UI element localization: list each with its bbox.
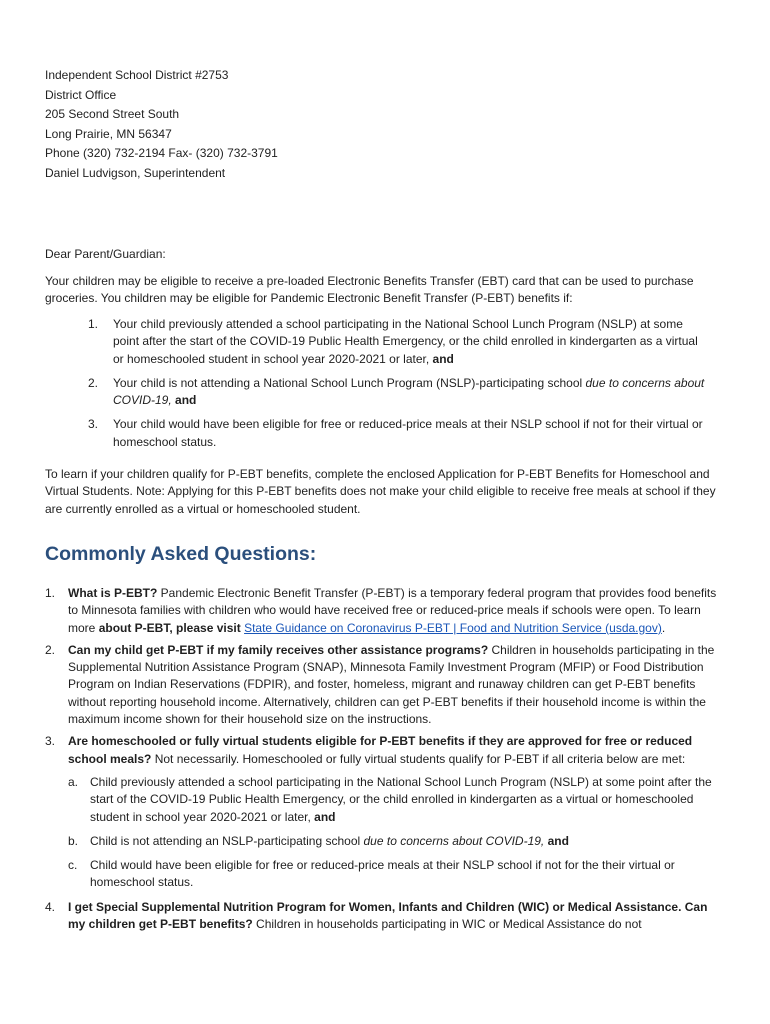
sub-letter: a.: [68, 774, 79, 789]
faq-question: I get Special Supplemental Nutrition Program for Women, Infants and Children (WIC) or Medical Assistance. Can my children get P-EBT benefits?: [68, 899, 708, 932]
list-number: 4.: [45, 899, 56, 914]
faq-answer: Children in households participating in the Supplemental Nutrition Assistance Program (SNAP), Minnesota Family Investment Program (MFIP) or Food Distribution Program on Indian Reservations (FDPIR), and foster, homeless, migrant and runaway children can get P-EBT benefits without reporting household income. Alternatively, children can get P-EBT benefits if their household income is within the maximum income shown for their household size on the instructions.: [68, 642, 715, 727]
faq-heading: Commonly Asked Questions:: [45, 543, 317, 565]
eligibility-criteria-list: [88, 316, 708, 458]
city-state-zip: Long Prairie, MN 56347: [45, 126, 172, 141]
criteria-item: [88, 416, 708, 451]
superintendent: Daniel Ludvigson, Superintendent: [45, 165, 226, 180]
list-number: 1.: [88, 317, 99, 331]
criteria-italic: due to concerns about COVID-19,: [113, 375, 705, 408]
sub-text: Child previously attended a school participating in the National School Lunch Program (NSLP) at some point after the start of the COVID-19 Public Health Emergency, or the child enrolled in kindergarten as a virtual or homeschooled student in school year 2020-2021 or later,: [90, 774, 712, 824]
sub-item: [68, 857, 725, 892]
list-number: 3.: [88, 417, 99, 432]
list-number: 2.: [88, 375, 99, 390]
faq-answer-bold: about P-EBT, please visit: [98, 620, 241, 635]
faq-question: Are homeschooled or fully virtual students eligible for P-EBT benefits if they are approved for free or reduced school meals?: [68, 734, 693, 766]
sub-italic: due to concerns about COVID-19,: [363, 833, 545, 848]
criteria-item: [88, 375, 708, 410]
faq-item: [45, 899, 725, 934]
sub-letter: c.: [68, 858, 78, 873]
sub-item: [68, 833, 725, 850]
list-number: 3.: [45, 734, 56, 749]
sub-bold: and: [314, 809, 336, 824]
sub-text: Child would have been eligible for free or reduced-price meals at their NSLP school if not for the their virtual or homeschool status.: [90, 858, 675, 890]
sub-letter: b.: [68, 833, 79, 848]
faq-answer: Not necessarily. Homeschooled or fully virtual students qualify for P-EBT if all criteria below are met:: [151, 751, 686, 766]
district-name: Independent School District #2753: [45, 68, 229, 82]
faq-question: What is P-EBT?: [68, 586, 158, 600]
letterhead: [45, 66, 445, 183]
street-address: 205 Second Street South: [45, 107, 180, 121]
usda-pebt-link[interactable]: State Guidance on Coronavirus P-EBT | Food and Nutrition Service (usda.gov): [244, 620, 662, 635]
faq-item: [45, 585, 725, 637]
faq-answer-end: .: [661, 620, 666, 635]
faq-answer: Children in households participating in WIC or Medical Assistance do not: [252, 917, 642, 932]
criteria-bold: and: [432, 351, 454, 366]
district-office: District Office: [45, 87, 117, 102]
criteria-text: Your child is not attending a National School Lunch Program (NSLP)-participating school: [113, 375, 586, 390]
criteria-bold: and: [175, 393, 197, 408]
faq-sub-list: [68, 774, 725, 892]
sub-item: [68, 774, 725, 826]
learn-more-paragraph: To learn if your children qualify for P-EBT benefits, complete the enclosed Application for P-EBT Benefits for Homeschool and Virtual Students. Note: Applying for this P-EBT benefits does not make your child eligible to receive free meals at school if they are currently enrolled as a virtual or homeschooled student.: [45, 467, 716, 516]
list-number: 2.: [45, 642, 56, 657]
faq-item: [45, 733, 725, 891]
faq-list: [45, 585, 725, 938]
phone-fax: Phone (320) 732-2194 Fax- (320) 732-3791: [45, 146, 278, 160]
criteria-item: [88, 316, 708, 368]
sub-bold: and: [547, 833, 569, 848]
salutation: Dear Parent/Guardian:: [45, 247, 166, 261]
sub-text: Child is not attending an NSLP-participating school: [90, 833, 364, 848]
criteria-text: Your child previously attended a school participating in the National School Lunch Program (NSLP) at some point after the start of the COVID-19 Public Health Emergency, or the child enrolled in kindergarten as a virtual or homeschooled student in school year 2020-2021 or later,: [113, 317, 698, 366]
criteria-text: Your child would have been eligible for free or reduced-price meals at their NSLP school if not for their virtual or homeschool status.: [113, 417, 703, 449]
list-number: 1.: [45, 586, 56, 600]
faq-answer: Pandemic Electronic Benefit Transfer (P-EBT) is a temporary federal program that provides food benefits to Minnesota families with children who would have received free or reduced-price meals if schools were open. To learn more: [68, 586, 717, 635]
faq-question: Can my child get P-EBT if my family receives other assistance programs?: [68, 642, 489, 657]
intro-paragraph: Your children may be eligible to receive a pre-loaded Electronic Benefits Transfer (EBT) card that can be used to purchase groceries. You children may be eligible for Pandemic Electronic Benefit Transfer (P-EBT) benefits if:: [45, 274, 694, 306]
faq-item: [45, 642, 725, 728]
